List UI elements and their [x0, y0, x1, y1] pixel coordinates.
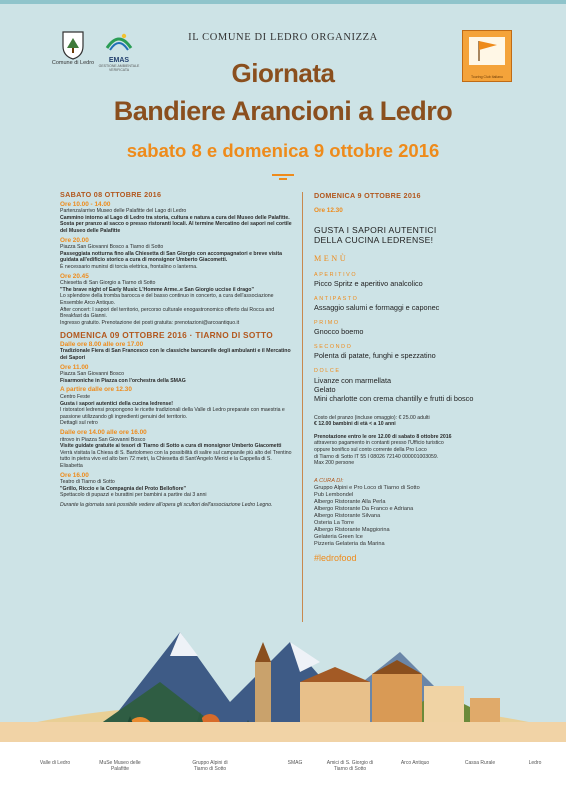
sunday-event-text: Gusta i sapori autentici della cucina ledrense! [60, 400, 174, 407]
sunday-event-time: Ore 11.00 [60, 363, 89, 371]
sunday-note: Durante la giornata sarà possibile vedere all'opera gli scultori dell'associazione Ledro Legno. [60, 501, 273, 508]
menu-dish: Livanze con marmellata [314, 375, 392, 385]
sponsor-logo: Amici di S. Giorgio di Tiarno di Sotto [326, 760, 374, 772]
sunday-event-text: Visite guidate gratuite ai tesori di Tiarno di Sotto a cura di monsignor Umberto Giacometti [60, 443, 282, 450]
lunch-slogan [314, 225, 524, 245]
organizers-title: A CURA DI: [314, 477, 344, 484]
price-adults: Costo del pranzo (incluse omaggio): € 25.00 adulti [314, 414, 430, 421]
sunday-title: DOMENICA 09 OTTOBRE 2016 · TIARNO DI SOTTO [60, 330, 273, 341]
saturday-title: SABATO 08 OTTOBRE 2016 [60, 190, 162, 199]
sponsor-logo: Valle di Ledro [39, 760, 71, 766]
page-title-line2: Bandiere Arancioni a Ledro [113, 96, 453, 126]
organizer-item: Pub Lembondel [314, 491, 354, 498]
sponsor-footer [0, 742, 566, 800]
saturday-event-text: Passeggiata notturna fino alla Chiesetta di San Giorgio con accompagnatori e breve visita guidata all'edificio storico a cura di monsignor Umberto Giacometti. [60, 250, 282, 264]
lunch-column [314, 192, 524, 562]
sunday-event-text: ritrovo in Piazza San Giovanni Bosco [60, 436, 146, 443]
organizer-item: Gelateria Green Ice [314, 533, 363, 540]
organizer-item: Gruppo Alpini e Pro Loco di Tiarno di Sotto [314, 484, 420, 491]
menu-dish: Assaggio salumi e formaggi e caponec [314, 303, 440, 313]
sunday-event [60, 430, 294, 470]
sunday-event [60, 342, 294, 362]
title-divider [272, 174, 294, 176]
sunday-event-text: Centro Feste [60, 394, 90, 401]
sunday-event-text: Piazza San Giovanni Bosco [60, 371, 125, 378]
sunday-event-text: Teatro di Tiarno di Sotto [60, 479, 115, 486]
top-border [0, 0, 566, 4]
booking-line: Max 200 persone [314, 460, 355, 467]
menu-courses [314, 271, 524, 403]
organizer-item: Albergo Ristorante Maggiorina [314, 526, 390, 533]
menu-dish: Gnocco boemo [314, 327, 364, 337]
saturday-event [60, 238, 294, 271]
organizer-item: Pizzeria Gelateria da Marina [314, 540, 385, 547]
sunday-event-time: A partire dalle ore 12.30 [60, 386, 132, 394]
event-dates: sabato 8 e domenica 9 ottobre 2016 [126, 140, 440, 161]
sunday-event-text: "Grillo, Riccio e la Compagnia del Proto Bellofiore" [60, 485, 186, 492]
saturday-event-text: Cammino intorno al Lago di Ledro tra storia, cultura e natura a cura del Museo delle Palafitte. Sosta per pranzo al sacco o presso ristoranti locali. Al termine Mercatino dei sapori nel cortile del Museo delle Palafitte [60, 214, 292, 234]
title-divider-small [279, 178, 287, 180]
menu-dish: Polenta di patate, funghi e spezzatino [314, 351, 436, 361]
booking-info [314, 434, 524, 467]
booking-line: Prenotazione entro le ore 12.00 di sabato 8 ottobre 2016 [314, 433, 452, 440]
sunday-event-text: Spettacolo di pupazzi e burattini per bambini a partire dai 3 anni [60, 492, 207, 499]
saturday-event-time: Ore 10.00 - 14.00 [60, 200, 111, 208]
sunday-event-text: Verrà visitata la Chiesa di S. Bartolomeo con la possibilità di salire sul campanile più alto del Trentino tutto in pietra vivo ed alto ben 72 metri, la Chiesetta di Sant'Angelo Merici e la Cappella di S. Elisabetta [60, 449, 292, 469]
sponsor-logo: Ledro [528, 760, 542, 766]
sunday-event-text: Tradizionale Fiera di San Francesco con le classiche bancarelle degli ambulanti e il Mercatino dei Sapori [60, 348, 291, 362]
logo-emas-caption: EMAS [108, 57, 130, 64]
sunday-event-text: Dettagli sul retro [60, 420, 98, 427]
sunday-event [60, 473, 294, 499]
organizers-list [314, 485, 524, 548]
menu-title: MENÙ [314, 254, 349, 264]
saturday-event-text: After concert: I sapori del territorio, percorso culturale enogastronomico offerto dai Rocca and Breakfast da Gianni. [60, 306, 275, 320]
sunday-event-time: Dalle ore 14.00 alle ore 16.00 [60, 429, 147, 436]
sponsor-logo: SMAG [287, 760, 303, 766]
saturday-events [60, 202, 294, 327]
sunday-event-time: Dalle ore 8.00 alle ore 17.00 [60, 340, 144, 348]
sponsor-logo: Arco Antiquo [400, 760, 430, 766]
lunch-slogan-line2: DELLA CUCINA LEDRENSE! [314, 235, 434, 246]
logo-bandiera-caption: Touring Club Italiano [471, 75, 503, 79]
booking-line: attraverso pagamento in contanti presso l'Ufficio turistico [314, 440, 444, 447]
booking-line: oppure bonifico sul conto corrente della Pro Loco [314, 447, 427, 453]
sunday-event [60, 387, 294, 427]
sunday-event [60, 365, 294, 385]
menu-category: DOLCE [314, 368, 341, 375]
ground-strip [0, 722, 566, 742]
hashtag: #ledrofood [314, 552, 357, 563]
price-children: € 12.00 bambini di età < a 10 anni [314, 421, 396, 428]
sponsor-logo: Cassa Rurale [464, 760, 496, 766]
saturday-event-text: È necessario munirsi di torcia elettrica, frontalino o lanterna. [60, 263, 198, 270]
price-info [314, 415, 524, 428]
menu-dish: Picco Spritz e aperitivo analcolico [314, 278, 423, 288]
sunday-events [60, 342, 294, 499]
saturday-event-time: Ore 20.00 [60, 236, 89, 244]
saturday-event-text: Partenza/arrivo Museo delle Palafitte del Lago di Ledro [60, 208, 187, 215]
lunch-slogan-line1: GUSTA I SAPORI AUTENTICI [314, 225, 437, 236]
organizer-item: Albergo Ristorante Silvana [314, 512, 381, 519]
saturday-event-text: Lo splendore della tromba barocca e del basso continuo in concerto, a cura dell'associazione Ensemble Arco Antiquo. [60, 293, 274, 306]
saturday-event [60, 274, 294, 327]
logo-emas-sub: GESTIONE AMBIENTALE VERIFICATA [98, 64, 140, 72]
sunday-lunch-title: DOMENICA 9 OTTOBRE 2016 [314, 191, 421, 200]
sponsor-logo: Gruppo Alpini di Tiarno di Sotto [192, 760, 228, 772]
saturday-event-text: Ingresso gratuito. Prenotazione dei posti gratuita: prenotazioni@arcoantiquo.it [60, 319, 240, 326]
booking-line: di Tiarno di Sotto IT 55 I 08026 72140 000001003059. [314, 453, 439, 460]
menu-dish: Gelato [314, 384, 336, 394]
column-divider [302, 192, 303, 622]
organizer-item: Albergo Ristorante Da Franco e Adriana [314, 505, 414, 512]
page-title-line1: Giornata [231, 58, 335, 88]
saturday-event-text: "The brave night of Early Music L'Homme Arme..e San Giorgio uccise il drago" [60, 286, 254, 293]
saturday-event [60, 202, 294, 235]
menu-category: APERITIVO [314, 271, 358, 278]
saturday-event-time: Ore 20.45 [60, 272, 89, 280]
organizer-item: Albergo Ristorante Alla Perla [314, 498, 386, 505]
sunday-event-text: Fisarmoniche in Piazza con l'orchestra della SMAG [60, 377, 186, 384]
organizer-line: IL COMUNE DI LEDRO ORGANIZZA [188, 32, 378, 43]
program-column [60, 192, 294, 509]
lunch-time: Ore 12.30 [314, 207, 343, 215]
sunday-event-time: Ore 16.00 [60, 471, 89, 479]
menu-dish: Mini charlotte con crema chantilly e frutti di bosco [314, 393, 474, 403]
menu-category: SECONDO [314, 344, 353, 351]
menu-category: ANTIPASTO [314, 295, 359, 302]
sponsor-logo: MuSe Museo delle Palafitte [99, 760, 141, 772]
menu-category: PRIMO [314, 320, 340, 327]
logo-comune-caption: Comune di Ledro [51, 60, 95, 66]
saturday-event-text: Chiesetta di San Giorgio a Tiarno di Sotto [60, 280, 156, 287]
saturday-event-text: Piazza San Giovanni Bosco a Tiarno di Sotto [60, 244, 164, 251]
sunday-event-text: I ristoratori ledrensi propongono le ricette tradizionali della Valle di Ledro preparate con maestria e passione utilizzando gli ingredienti genuini del territorio. [60, 407, 285, 420]
organizer-item: Osteria La Torre [314, 519, 355, 526]
